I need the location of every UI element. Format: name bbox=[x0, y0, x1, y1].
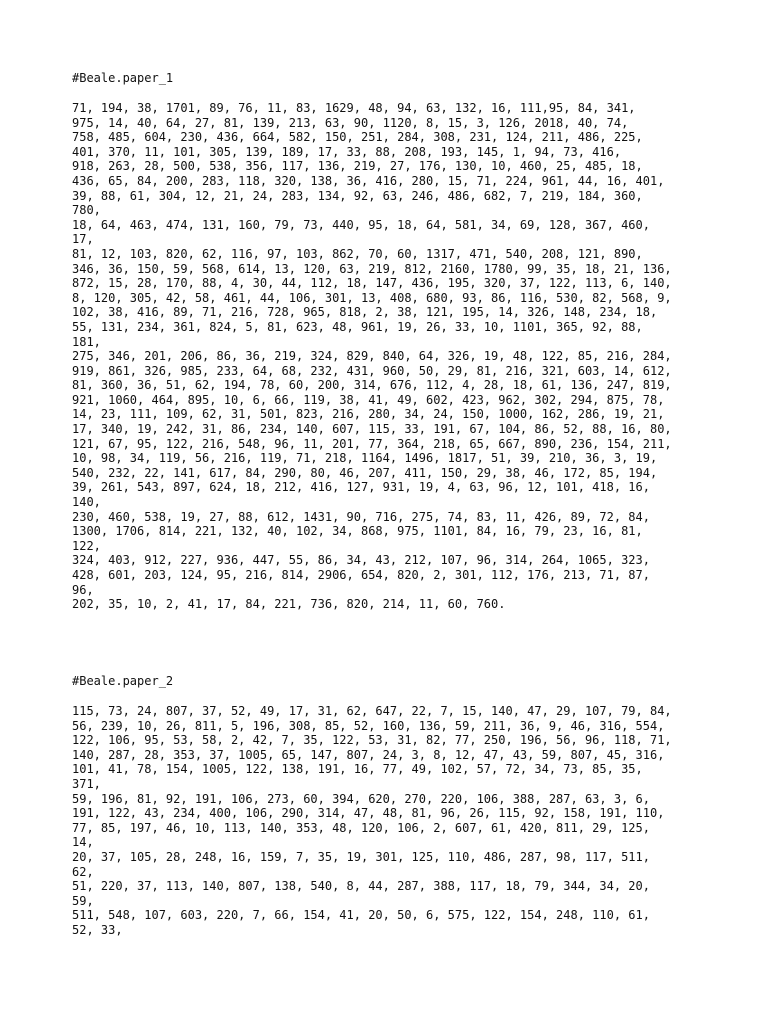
paper-2-cipher-text: 115, 73, 24, 807, 37, 52, 49, 17, 31, 62, 647, 22, 7, 15, 140, 47, 29, 107, 79, 84, 56, 239, 10, 26, 811, 5, 196, 308, 85, 52, 160, 136, 59, 211, 36, 9, 46, 316, 554, 122, 106, 95, 53, 58, 2, 42, 7, 35, 122, 53, 31, 82, 77, 250, 196, 56, 96, 118, 71, 140, 287, 28, 353, 37, 1005, 65, 147, 807, 24, 3, 8, 12, 47, 43, 59, 807, 45, 316, 101, 41, 78, 154, 1005, 122, 138, 191, 16, 77, 49, 102, 57, 72, 34, 73, 85, 35, 371, 59, 196, 81, 92, 191, 106, 273, 60, 394, 620, 270, 220, 106, 388, 287, 63, 3, 6, 191, 122, 43, 234, 400, 106, 290, 314, 47, 48, 81, 96, 26, 115, 92, 158, 191, 110, 77, 85, 197, 46, 10, 113, 140, 353, 48, 120, 106, 2, 607, 61, 420, 811, 29, 125, 14, 20, 37, 105, 28, 248, 16, 159, 7, 35, 19, 301, 125, 110, 486, 287, 98, 117, 511, 62, 51, 220, 37, 113, 140, 807, 138, 540, 8, 44, 287, 388, 117, 18, 79, 344, 34, 20, 59, 511, 548, 107, 603, 220, 7, 66, 154, 41, 20, 50, 6, 575, 122, 154, 248, 110, 61, 52, 33, bbox=[72, 704, 672, 937]
paper-1-title: #Beale.paper_1 bbox=[72, 71, 174, 85]
paper-1-cipher-text: 71, 194, 38, 1701, 89, 76, 11, 83, 1629, 48, 94, 63, 132, 16, 111,95, 84, 341, 975, 14, 40, 64, 27, 81, 139, 213, 63, 90, 1120, 8, 15, 3, 126, 2018, 40, 74, 758, 485, 604, 230, 436, 664, 582, 150, 251, 284, 308, 231, 124, 211, 486, 225, 401, 370, 11, 101, 305, 139, 189, 17, 33, 88, 208, 193, 145, 1, 94, 73, 416, 918, 263, 28, 500, 538, 356, 117, 136, 219, 27, 176, 130, 10, 460, 25, 485, 18, 436, 65, 84, 200, 283, 118, 320, 138, 36, 416, 280, 15, 71, 224, 961, 44, 16, 401, 39, 88, 61, 304, 12, 21, 24, 283, 134, 92, 63, 246, 486, 682, 7, 219, 184, 360, 780, 18, 64, 463, 474, 131, 160, 79, 73, 440, 95, 18, 64, 581, 34, 69, 128, 367, 460, 17, 81, 12, 103, 820, 62, 116, 97, 103, 862, 70, 60, 1317, 471, 540, 208, 121, 890, 346, 36, 150, 59, 568, 614, 13, 120, 63, 219, 812, 2160, 1780, 99, 35, 18, 21, 136, 872, 15, 28, 170, 88, 4, 30, 44, 112, 18, 147, 436, 195, 320, 37, 122, 113, 6, 140, 8, 120, 305, 42, 58, 461, 44, 106, 301, 13, 408, 680, 93, 86, 116, 530, 82, 568, 9, 102, 38, 416, 89, 71, 216, 728, 965, 818, 2, 38, 121, 195, 14, 326, 148, 234, 18, 55, 131, 234, 361, 824, 5, 81, 623, 48, 961, 19, 26, 33, 10, 1101, 365, 92, 88, 181, 275, 346, 201, 206, 86, 36, 219, 324, 829, 840, 64, 326, 19, 48, 122, 85, 216, 284, 919, 861, 326, 985, 233, 64, 68, 232, 431, 960, 50, 29, 81, 216, 321, 603, 14, 612, 81, 360, 36, 51, 62, 194, 78, 60, 200, 314, 676, 112, 4, 28, 18, 61, 136, 247, 819, 921, 1060, 464, 895, 10, 6, 66, 119, 38, 41, 49, 602, 423, 962, 302, 294, 875, 78, 14, 23, 111, 109, 62, 31, 501, 823, 216, 280, 34, 24, 150, 1000, 162, 286, 19, 21, 17, 340, 19, 242, 31, 86, 234, 140, 607, 115, 33, 191, 67, 104, 86, 52, 88, 16, 80, 121, 67, 95, 122, 216, 548, 96, 11, 201, 77, 364, 218, 65, 667, 890, 236, 154, 211, 10, 98, 34, 119, 56, 216, 119, 71, 218, 1164, 1496, 1817, 51, 39, 210, 36, 3, 19, 540, 232, 22, 141, 617, 84, 290, 80, 46, 207, 411, 150, 29, 38, 46, 172, 85, 194, 39, 261, 543, 897, 624, 18, 212, 416, 127, 931, 19, 4, 63, 96, 12, 101, 418, 16, 140, 230, 460, 538, 19, 27, 88, 612, 1431, 90, 716, 275, 74, 83, 11, 426, 89, 72, 84, 1300, 1706, 814, 221, 132, 40, 102, 34, 868, 975, 1101, 84, 16, 79, 23, 16, 81, 122, 324, 403, 912, 227, 936, 447, 55, 86, 34, 43, 212, 107, 96, 314, 264, 1065, 323, 428, 601, 203, 124, 95, 216, 814, 2906, 654, 820, 2, 301, 112, 176, 213, 71, 87, 96, 202, 35, 10, 2, 41, 17, 84, 221, 736, 820, 214, 11, 60, 760. bbox=[72, 101, 672, 612]
paper-2-title: #Beale.paper_2 bbox=[72, 674, 174, 688]
